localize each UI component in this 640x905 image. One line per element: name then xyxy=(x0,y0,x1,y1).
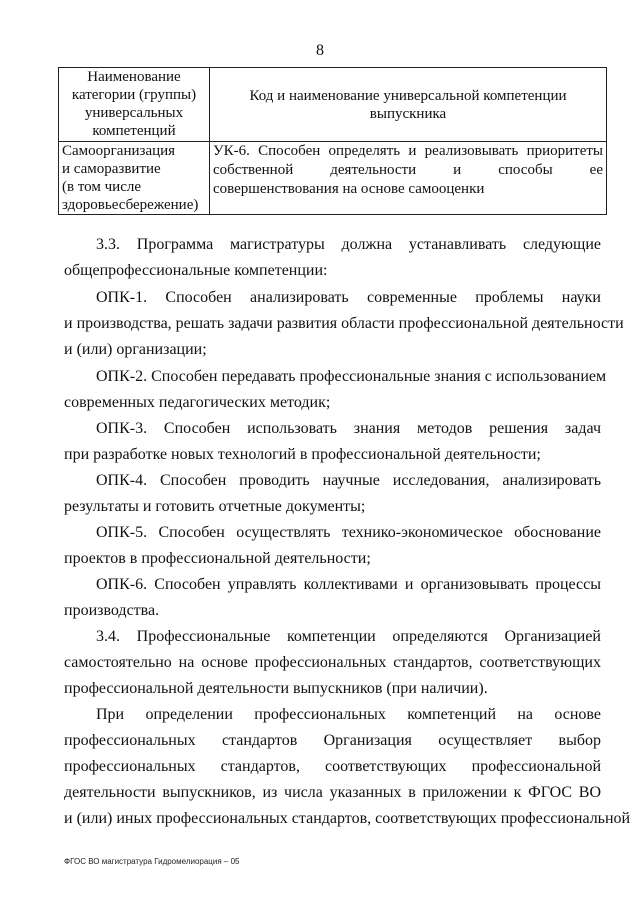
header-left-line: универсальных xyxy=(84,105,184,121)
paragraph-opk-1 xyxy=(64,285,624,363)
header-right-line: Код и наименование универсальной компетенции xyxy=(249,87,567,104)
table-header-code xyxy=(210,68,607,142)
paragraph-line: результаты и готовить отчетные документы; xyxy=(64,498,366,515)
header-right-line: выпускника xyxy=(369,105,447,122)
paragraph-line: ОПК-3. Способен использовать знания методов решения задач xyxy=(96,420,601,437)
paragraph-line: современных педагогических методик; xyxy=(64,394,331,411)
paragraph-opk-6 xyxy=(64,572,601,624)
paragraph-line: проектов в профессиональной деятельности; xyxy=(64,550,371,567)
row-right-line: УК-6. Способен определять и реализовывать приоритеты xyxy=(213,143,603,159)
paragraph-line: и (или) организации; xyxy=(64,341,207,358)
paragraph-line: общепрофессиональные компетенции: xyxy=(64,262,328,279)
paragraph-line: деятельности выпускников, из числа указанных в приложении к ФГОС ВО xyxy=(64,784,601,801)
competence-table xyxy=(58,67,607,215)
paragraph-line: ОПК-1. Способен анализировать современные проблемы науки xyxy=(96,289,601,306)
paragraph-line: 3.4. Профессиональные компетенции определяются Организацией xyxy=(96,628,601,645)
row-left-line: и саморазвитие xyxy=(62,161,161,177)
paragraph-line: ОПК-4. Способен проводить научные исследования, анализировать xyxy=(96,472,601,489)
row-right-line: собственной деятельности и способы ее xyxy=(213,162,603,178)
paragraph-opk-3 xyxy=(64,416,601,468)
paragraph-line: самостоятельно на основе профессиональных стандартов, соответствующих xyxy=(64,654,601,671)
paragraph-line: и (или) иных профессиональных стандартов, соответствующих профессиональной xyxy=(64,810,631,827)
table-cell-category xyxy=(59,142,210,215)
paragraph-line: 3.3. Программа магистратуры должна устанавливать следующие xyxy=(96,236,601,253)
paragraph-line: При определении профессиональных компетенций на основе xyxy=(96,706,601,723)
paragraph-line: при разработке новых технологий в профессиональной деятельности; xyxy=(64,446,541,463)
table-header-row xyxy=(59,68,607,142)
paragraph-opk-4 xyxy=(64,468,601,520)
paragraph-3-3 xyxy=(64,232,601,284)
row-left-line: здоровьесбережение) xyxy=(62,197,199,213)
page-number: 8 xyxy=(316,42,324,59)
row-left-line: Самоорганизация xyxy=(62,143,176,159)
paragraph-line: ОПК-5. Способен осуществлять технико-экономическое обоснование xyxy=(96,524,601,541)
paragraph-pri-opredelenii xyxy=(64,702,631,832)
header-left-line: компетенций xyxy=(92,123,176,139)
paragraph-line: профессиональной деятельности выпускников (при наличии). xyxy=(64,680,488,697)
paragraph-line: профессиональных стандартов Организация осуществляет выбор xyxy=(64,732,601,749)
table-row xyxy=(59,142,607,215)
paragraph-opk-5 xyxy=(64,520,601,572)
table-cell-competence xyxy=(210,142,607,215)
paragraph-opk-2 xyxy=(64,364,607,416)
row-right-line: совершенствования на основе самооценки xyxy=(213,181,485,197)
paragraph-line: профессиональных стандартов, соответствующих профессиональной xyxy=(64,758,601,775)
header-left-line: Наименование xyxy=(87,69,181,85)
header-left-line: категории (группы) xyxy=(71,87,197,103)
paragraph-3-4 xyxy=(64,624,601,702)
paragraph-line: и производства, решать задачи развития области профессиональной деятельности xyxy=(64,315,624,332)
page-footer: ФГОС ВО магистратура Гидромелиорация – 05 xyxy=(64,857,240,866)
table-header-category xyxy=(59,68,210,142)
paragraph-line: ОПК-6. Способен управлять коллективами и организовывать процессы xyxy=(96,576,601,593)
paragraph-line: ОПК-2. Способен передавать профессиональные знания с использованием xyxy=(96,368,607,385)
row-left-line: (в том числе xyxy=(62,179,142,195)
paragraph-line: производства. xyxy=(64,602,160,619)
